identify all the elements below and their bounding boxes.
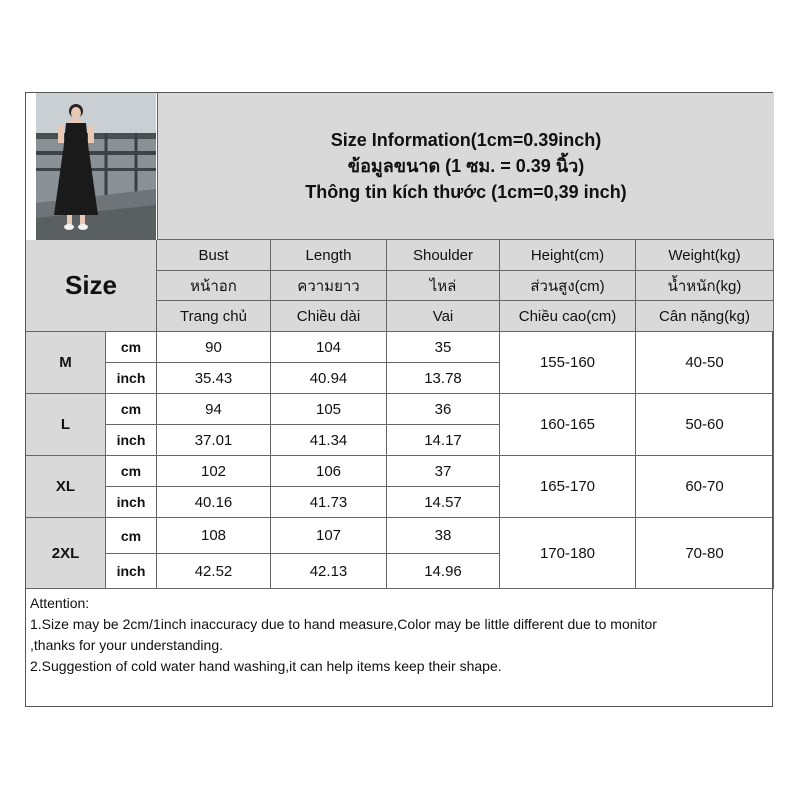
weight-2xl: 70-80 [636,518,774,589]
size-label-2xl: 2XL [26,518,106,589]
notes-heading: Attention: [30,595,90,611]
size-label-xl: XL [26,456,106,518]
unit-inch: inch [106,554,157,589]
size-header: Size [26,240,157,332]
title-english: Size Information(1cm=0.39inch) [330,130,602,150]
length-cm-l: 105 [271,394,387,425]
shoulder-cm-xl: 37 [387,456,500,487]
shoulder-inch-2xl: 14.96 [387,554,500,589]
height-m: 155-160 [500,332,636,394]
bust-inch-2xl: 42.52 [157,554,271,589]
weight-m: 40-50 [636,332,774,394]
size-label-m: M [26,332,106,394]
bust-inch-l: 37.01 [157,425,271,456]
shoulder-cm-m: 35 [387,332,500,363]
shoulder-inch-m: 13.78 [387,363,500,394]
bust-header-en: Bust [157,240,271,271]
bust-cm-xl: 102 [157,456,271,487]
shoulder-header-en: Shoulder [387,240,500,271]
notes-line-3: 2.Suggestion of cold water hand washing,it can help items keep their shape. [30,658,502,674]
title-vietnamese: Thông tin kích thước (1cm=0,39 inch) [305,182,627,202]
bust-inch-m: 35.43 [157,363,271,394]
length-header-en: Length [271,240,387,271]
size-label-l: L [26,394,106,456]
length-cm-m: 104 [271,332,387,363]
unit-cm: cm [106,456,157,487]
height-2xl: 170-180 [500,518,636,589]
unit-inch: inch [106,363,157,394]
length-header-th: ความยาว [271,271,387,301]
unit-cm: cm [106,518,157,554]
weight-header-en: Weight(kg) [636,240,774,271]
notes-line-1: 1.Size may be 2cm/1inch inaccuracy due to hand measure,Color may be little different due to monitor [30,616,657,632]
shoulder-cm-2xl: 38 [387,518,500,554]
unit-cm: cm [106,394,157,425]
height-l: 160-165 [500,394,636,456]
product-photo [36,93,156,240]
height-header-th: ส่วนสูง(cm) [500,271,636,301]
model-photo-image [36,93,156,240]
height-xl: 165-170 [500,456,636,518]
bust-cm-l: 94 [157,394,271,425]
title-thai: ข้อมูลขนาด (1 ซม. = 0.39 นิ้ว) [347,156,585,176]
unit-inch: inch [106,487,157,518]
shoulder-inch-xl: 14.57 [387,487,500,518]
shoulder-inch-l: 14.17 [387,425,500,456]
bust-header-th: หน้าอก [157,271,271,301]
bust-inch-xl: 40.16 [157,487,271,518]
weight-l: 50-60 [636,394,774,456]
size-chart [25,92,773,707]
height-header-en: Height(cm) [500,240,636,271]
bust-cm-m: 90 [157,332,271,363]
length-inch-2xl: 42.13 [271,554,387,589]
bust-header-vi: Trang chủ [157,301,271,332]
notes-line-2: ,thanks for your understanding. [30,637,224,653]
shoulder-cm-l: 36 [387,394,500,425]
title-block [157,93,774,240]
length-cm-2xl: 107 [271,518,387,554]
length-inch-m: 40.94 [271,363,387,394]
height-header-vi: Chiều cao(cm) [500,301,636,332]
unit-cm: cm [106,332,157,363]
weight-header-vi: Cân nặng(kg) [636,301,774,332]
length-inch-l: 41.34 [271,425,387,456]
shoulder-header-th: ไหล่ [387,271,500,301]
length-header-vi: Chiều dài [271,301,387,332]
length-cm-xl: 106 [271,456,387,487]
bust-cm-2xl: 108 [157,518,271,554]
attention-notes [26,590,772,706]
shoulder-header-vi: Vai [387,301,500,332]
unit-inch: inch [106,425,157,456]
weight-header-th: น้ำหนัก(kg) [636,271,774,301]
weight-xl: 60-70 [636,456,774,518]
length-inch-xl: 41.73 [271,487,387,518]
